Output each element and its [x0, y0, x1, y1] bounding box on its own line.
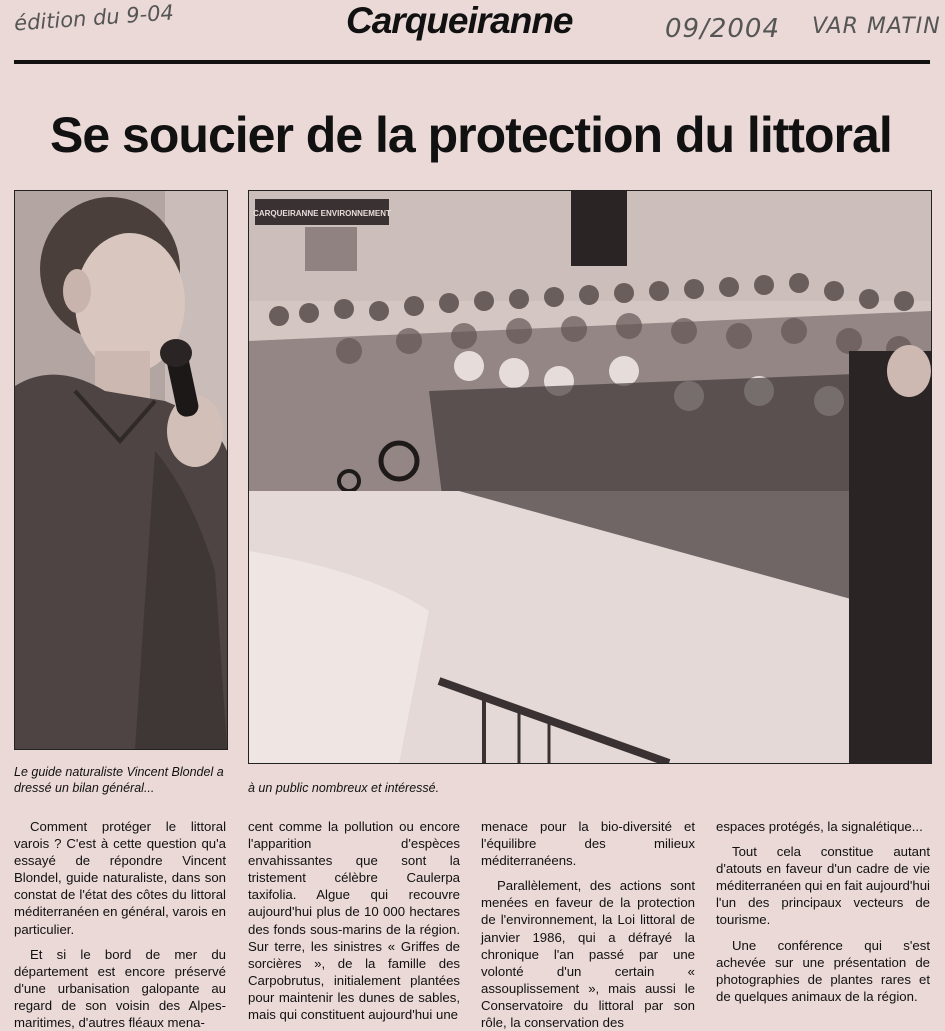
handwritten-date: 09/2004 — [665, 14, 781, 44]
article-paragraph: Tout cela constitue autant d'atouts en faveur d'un cadre de vie méditerranéen qui en fait aujourd'hui l'un des principaux vecteurs de tourisme. — [716, 844, 930, 928]
left-photo-caption: Le guide naturaliste Vincent Blondel a dressé un bilan général... — [14, 765, 224, 795]
right-photo-caption: à un public nombreux et intéressé. — [248, 781, 440, 795]
article-column-1 — [14, 818, 226, 1031]
article-headline: Se soucier de la protection du littoral — [50, 107, 892, 163]
audience-illustration — [249, 191, 931, 763]
article-paragraph: cent comme la pollution ou encore l'apparition d'espèces envahissantes que sont la tristement célèbre Caulerpa taxifolia. Algue qui recouvre aujourd'hui plus de 10 000 hectares des fonds sous-marins de la région. Sur terre, les sinistres « Griffes de sorcières », de la famille des Carpobrutus, initialement plantées pour maintenir les dunes de sables, mais qui constituent aujourd'hui une — [248, 819, 460, 1023]
article-column-3 — [481, 818, 695, 1031]
article-column-4 — [716, 818, 930, 1005]
article-column-2 — [248, 818, 460, 1023]
audience-photo — [248, 190, 932, 764]
article-paragraph: menace pour la bio-diversité et l'équilibre des milieux méditerranéens. — [481, 819, 695, 869]
article-paragraph: Parallèlement, des actions sont menées en faveur de la protection de l'environnement, la Loi littoral de janvier 1986, qui a défrayé la chronique l'an passé par une volonté d'un certain « assouplissement », mais aussi le Conservatoire du littoral par son rôle, la conservation des — [481, 878, 695, 1031]
handwritten-edition-note: édition du 9-04 — [13, 0, 175, 36]
speaker-photo — [14, 190, 228, 750]
section-title: Carqueiranne — [346, 0, 573, 41]
header-rule — [14, 60, 930, 64]
svg-text:CARQUEIRANNE ENVIRONNEMENT: CARQUEIRANNE ENVIRONNEMENT — [253, 209, 391, 218]
handwritten-newspaper-name: VAR MATIN — [812, 14, 941, 39]
speaker-illustration — [15, 191, 227, 749]
article-paragraph: Et si le bord de mer du département est encore préservé d'une urbanisation galopante au regard de son voisin des Alpes-maritimes, d'autres fléaux mena- — [14, 946, 226, 1031]
article-paragraph: Comment protéger le littoral varois ? C'est à cette question qu'a essayé de répondre Vincent Blondel, guide naturaliste, dans son constat de l'état des côtes du littoral méditerranéen en général, varois en particulier. — [14, 819, 226, 937]
article-paragraph: espaces protégés, la signalétique... — [716, 819, 923, 834]
article-paragraph: Une conférence qui s'est achevée sur une présentation de photographies de plantes rares et de quelques animaux de la région. — [716, 937, 930, 1004]
